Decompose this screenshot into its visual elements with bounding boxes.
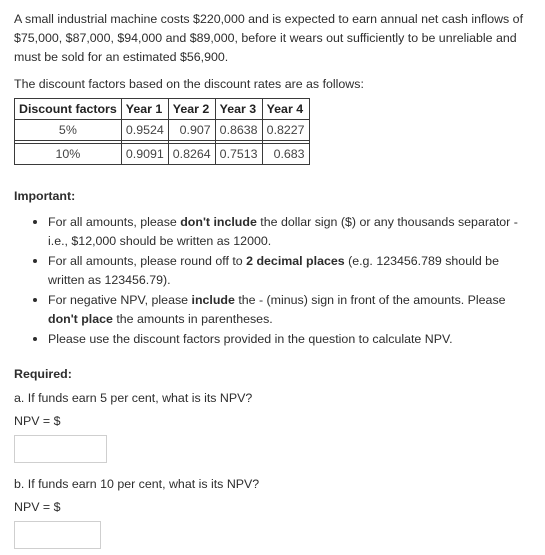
note-emphasis: don't include: [180, 215, 257, 229]
discount-factors-table: [14, 98, 310, 165]
list-item: [48, 212, 534, 251]
npv-label-b: NPV = $: [14, 500, 61, 514]
question-container: [14, 10, 534, 549]
table-row: [15, 120, 310, 141]
list-item: [48, 290, 534, 329]
note-text: Please use the discount factors provided in the question to calculate NPV.: [48, 332, 453, 346]
factor-cell: 0.9524: [121, 120, 168, 141]
question-b: b. If funds earn 10 per cent, what is its NPV?: [14, 477, 260, 491]
factor-cell: 0.7513: [215, 144, 262, 165]
rate-cell: 5%: [15, 120, 122, 141]
table-row: [15, 144, 310, 165]
factor-cell: 0.8638: [215, 120, 262, 141]
factor-cell: 0.9091: [121, 144, 168, 165]
factors-intro: The discount factors based on the discount rates are as follows:: [14, 77, 364, 91]
required-heading: Required:: [14, 367, 72, 381]
table-header-cell: Year 4: [262, 99, 309, 120]
factor-cell: 0.683: [262, 144, 309, 165]
table-header-cell: Discount factors: [15, 99, 122, 120]
note-text: For all amounts, please: [48, 215, 181, 229]
rate-cell: 10%: [15, 144, 122, 165]
npv-answer-a-input[interactable]: [14, 435, 107, 463]
npv-label-a: NPV = $: [14, 414, 61, 428]
list-item: [48, 329, 534, 349]
table-header-cell: Year 2: [168, 99, 215, 120]
question-a: a. If funds earn 5 per cent, what is its NPV?: [14, 391, 253, 405]
note-emphasis: don't place: [48, 312, 113, 326]
note-text: the - (minus) sign in front of the amounts. Please: [234, 293, 506, 307]
factor-cell: 0.907: [168, 120, 215, 141]
note-text: the dollar sign ($) or any thousands separator -i.e., $12,000 should be written as 12000.: [48, 215, 518, 248]
note-text: (e.g. 123456.789 should be written as 123456.79).: [48, 254, 499, 287]
factor-cell: 0.8264: [168, 144, 215, 165]
note-emphasis: include: [191, 293, 235, 307]
table-header-cell: Year 1: [121, 99, 168, 120]
factor-cell: 0.8227: [262, 120, 309, 141]
table-header-row: [15, 99, 310, 120]
npv-answer-b-input[interactable]: [14, 521, 101, 549]
problem-statement: A small industrial machine costs $220,000 and is expected to earn annual net cash inflows of $75,000, $87,000, $94,000 and $89,000, before it wears out sufficiently to be unreliable and must be sold for an estimated $56,900.: [14, 12, 524, 64]
list-item: [48, 251, 534, 290]
important-heading: Important:: [14, 189, 76, 203]
note-text: For all amounts, please round off to: [48, 254, 247, 268]
table-header-cell: Year 3: [215, 99, 262, 120]
note-emphasis: 2 decimal places: [246, 254, 345, 268]
note-text: For negative NPV, please: [48, 293, 192, 307]
note-text: the amounts in parentheses.: [112, 312, 273, 326]
instructions-list: [14, 212, 534, 349]
